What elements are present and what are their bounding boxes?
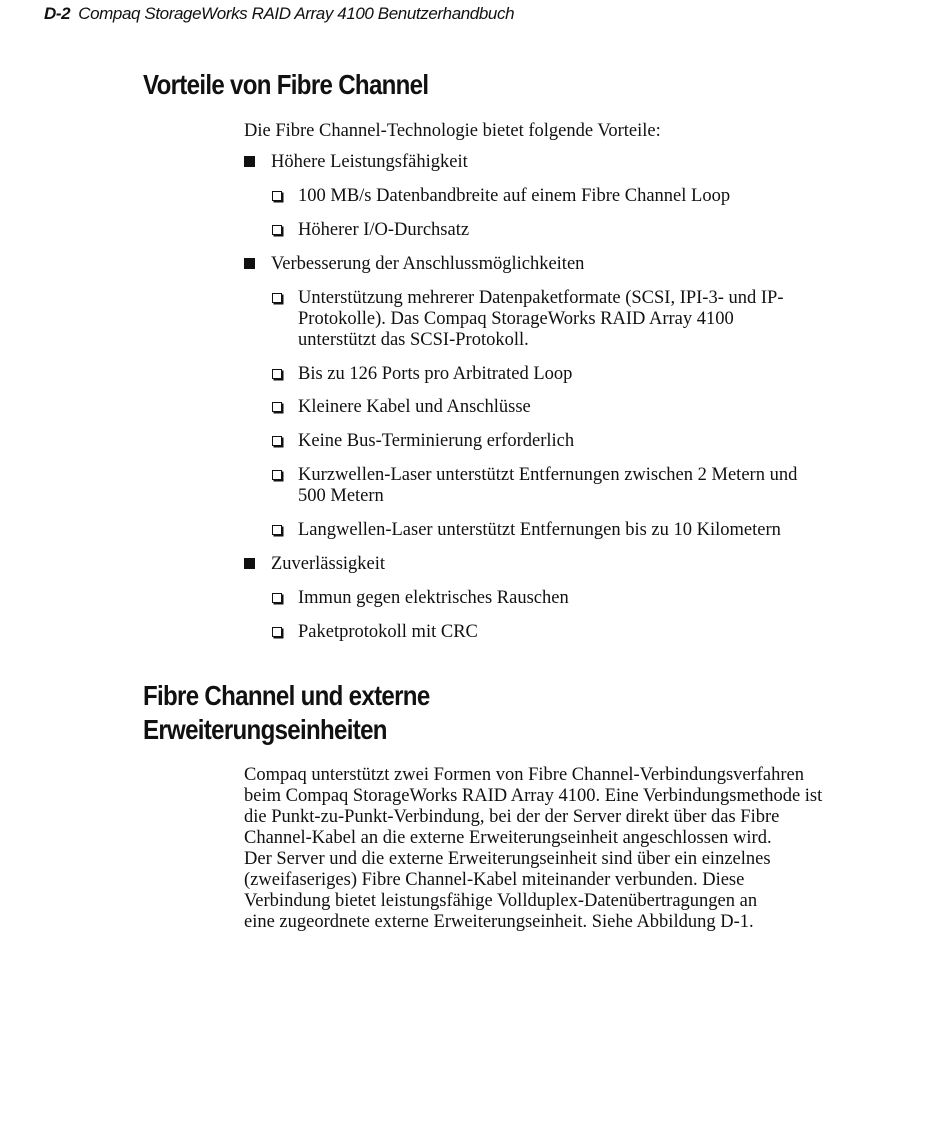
paragraph-line: Channel-Kabel an die externe Erweiterungseinheit angeschlossen wird. [244, 828, 772, 848]
paragraph-line: Verbindung bietet leistungsfähige Vollduplex-Datenübertragungen an [244, 891, 758, 911]
paragraph-line: die Punkt-zu-Punkt-Verbindung, bei der der Server direkt über das Fibre [244, 807, 780, 827]
sub-bullet-text: Kurzwellen-Laser unterstützt Entfernungen zwischen 2 Metern und 500 Metern [298, 465, 798, 506]
body-paragraph [244, 765, 844, 933]
sub-bullet-text: Bis zu 126 Ports pro Arbitrated Loop [298, 364, 573, 384]
square-bullet-icon [244, 156, 255, 167]
paragraph-line: eine zugeordnete externe Erweiterungseinheit. Siehe Abbildung D-1. [244, 912, 754, 932]
book-title: Compaq StorageWorks RAID Array 4100 Benutzerhandbuch [78, 4, 515, 23]
section-title-fibre-channel-line1: Fibre Channel und externe [143, 680, 430, 711]
sub-bullet-text: Höherer I/O-Durchsatz [298, 220, 470, 240]
hollow-square-bullet-icon [272, 525, 282, 535]
square-bullet-icon [244, 258, 255, 269]
hollow-square-bullet-icon [272, 593, 282, 603]
page-number: D-2 [44, 4, 71, 23]
bullet-group-label: Zuverlässigkeit [271, 554, 386, 574]
square-bullet-icon [244, 558, 255, 569]
sub-bullet-text: Kleinere Kabel und Anschlüsse [298, 397, 531, 417]
intro-text: Die Fibre Channel-Technologie bietet folgende Vorteile: [244, 121, 661, 141]
paragraph-line: Der Server und die externe Erweiterungseinheit sind über ein einzelnes [244, 849, 771, 869]
section-title-fibre-channel-line2: Erweiterungseinheiten [143, 714, 387, 745]
sub-bullet-text: Langwellen-Laser unterstützt Entfernungen bis zu 10 Kilometern [298, 520, 781, 540]
bullet-group-label: Verbesserung der Anschlussmöglichkeiten [271, 254, 585, 274]
hollow-square-bullet-icon [272, 470, 282, 480]
hollow-square-bullet-icon [272, 436, 282, 446]
sub-bullet-text: Keine Bus-Terminierung erforderlich [298, 431, 575, 451]
sub-bullet-text: 100 MB/s Datenbandbreite auf einem Fibre Channel Loop [298, 186, 731, 206]
section-title-vorteile: Vorteile von Fibre Channel [143, 69, 429, 100]
paragraph-line: Compaq unterstützt zwei Formen von Fibre Channel-Verbindungsverfahren [244, 765, 805, 785]
sub-bullet-text: Paketprotokoll mit CRC [298, 622, 478, 642]
hollow-square-bullet-icon [272, 627, 282, 637]
sub-bullet-text: Unterstützung mehrerer Datenpaketformate (SCSI, IPI-3- und IP- Protokolle). Das Compaq StorageWorks RAID Array 4100 unterstützt das SCSI-Protokoll. [298, 288, 784, 350]
hollow-square-bullet-icon [272, 293, 282, 303]
paragraph-line: beim Compaq StorageWorks RAID Array 4100. Eine Verbindungsmethode ist [244, 786, 823, 806]
hollow-square-bullet-icon [272, 402, 282, 412]
bullet-group-label: Höhere Leistungsfähigkeit [271, 152, 468, 172]
hollow-square-bullet-icon [272, 191, 282, 201]
paragraph-line: (zweifaseriges) Fibre Channel-Kabel miteinander verbunden. Diese [244, 870, 745, 890]
running-header [44, 4, 514, 24]
sub-bullet-text: Immun gegen elektrisches Rauschen [298, 588, 569, 608]
hollow-square-bullet-icon [272, 369, 282, 379]
hollow-square-bullet-icon [272, 225, 282, 235]
